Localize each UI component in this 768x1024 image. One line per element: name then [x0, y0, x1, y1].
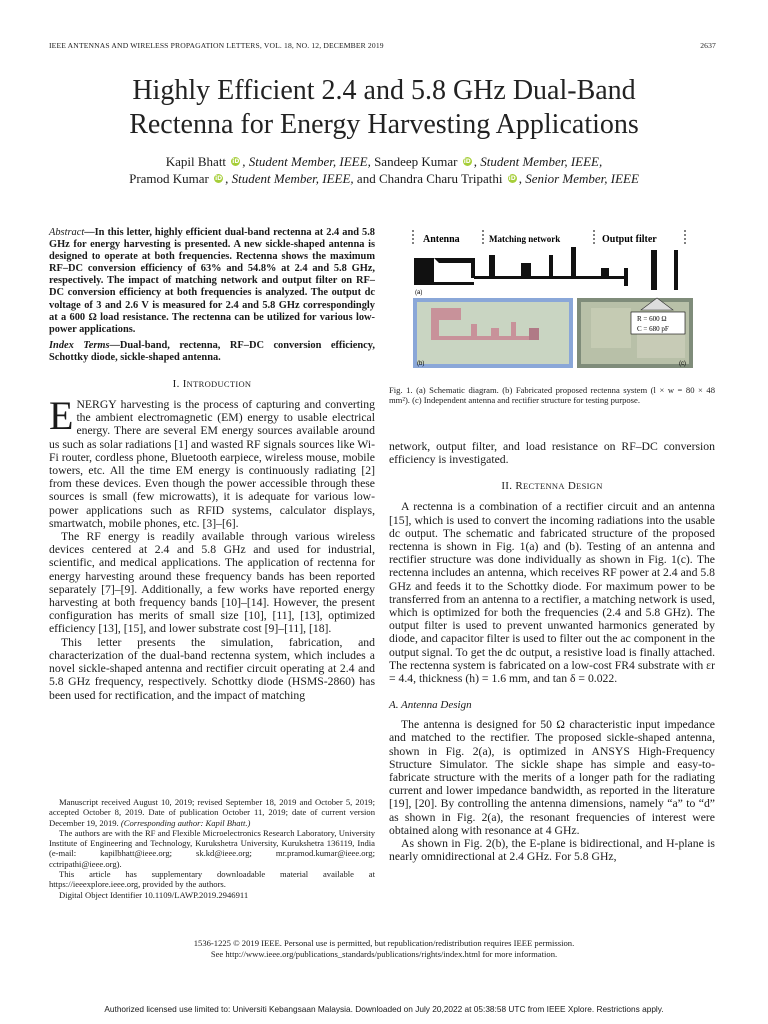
antenna-trace: [431, 308, 461, 320]
antenna-paragraph-2: As shown in Fig. 2(b), the E-plane is bidirectional, and H-plane is nearly omnidirectional at 2.4 GHz. For 5.8 GHz,: [389, 837, 715, 864]
matching-stub: [521, 263, 531, 277]
orcid-icon[interactable]: iD: [215, 175, 223, 182]
footnote-received: Manuscript received August 10, 2019; revised September 18, 2019 and October 5, 2019; accepted October 8, 2019. Date of publication October 11, 2019; date of current version December 19, 2019. (Corresponding author: Kapil Bhatt.): [49, 797, 375, 828]
matching-stub: [489, 255, 495, 277]
abstract-text: —In this letter, highly efficient dual-band rectenna at 2.4 and 5.8 GHz for energy harvesting is presented. A new sickle-shaped antenna is designed to operate at both frequencies. Rectenna shows the maximum RF–DC conversion efficiency of 63% and 54.8% at 2.4 and 5.8 GHz, respectively. The impact of matching network and output filter on RF–DC conversion efficiency at both frequencies is analyzed. The output dc voltage of 3 and 2.6 V is measured for 2.4 and 5.8 GHz correspondingly at a 600 Ω load resistance. The rectenna can be utilized for various low-power applications.: [49, 227, 375, 335]
title-line-2: Rectenna for Energy Harvesting Applications: [129, 109, 639, 140]
author-line-1: Kapil Bhatt iD , Student Member, IEEE, Sandeep Kumar iD , Student Member, IEEE,: [165, 154, 603, 169]
capacitor-label: C = 680 pF: [637, 325, 669, 333]
intro-paragraph-3: This letter presents the simulation, fabrication, and characterization of the dual-band rectenna system, which includes a novel sickle-shaped antenna and rectifier circuit operating at 2.4 and 5.8 GHz frequency, respectively. Schottky diode (HSMS-2860) has been used for rectification, and the impact of matching: [49, 635, 375, 702]
figure-1: [411, 228, 694, 370]
copyright-notice: [60, 938, 708, 960]
author-name: Kapil Bhatt: [165, 154, 227, 169]
intro-continuation: network, output filter, and load resistance on RF–DC conversion efficiency is investigated.: [389, 440, 715, 467]
index-terms-text: —Dual-band, rectenna, RF–DC conversion efficiency, Schottky diode, sickle-shaped antenna.: [49, 339, 375, 363]
author-role: Student Member, IEEE,: [231, 171, 354, 186]
label-output-filter: Output filter: [602, 234, 657, 245]
author-name: and Chandra Charu Tripathi: [356, 171, 503, 186]
authorized-use-banner: Authorized licensed use limited to: Universiti Kebangsaan Malaysia. Downloaded on July 20,2022 at 05:38:58 UTC from IEEE Xplore. Restrictions apply.: [104, 1004, 664, 1014]
copyright-line-1: 1536-1225 © 2019 IEEE. Personal use is permitted, but republication/redistribution requires IEEE permission.: [193, 938, 575, 948]
subsection-antenna-design: A. Antenna Design: [389, 699, 472, 712]
output-filter-stub: [651, 250, 657, 290]
subfigure-label-a: (a): [415, 290, 423, 296]
left-column: [49, 227, 375, 702]
running-header: [49, 41, 716, 53]
journal-name: IEEE ANTENNAS AND WIRELESS PROPAGATION LETTERS, VOL. 18, NO. 12, DECEMBER 2019: [49, 41, 384, 50]
title-line-1: Highly Efficient 2.4 and 5.8 GHz Dual-Band: [132, 75, 636, 106]
intro-paragraph-1: ENERGY harvesting is the process of capturing and converting the ambient electromagnetic (EM) energy to usable electrical energy. There are several EM energy sources available around us such as solar radiations [1] and wasted RF signals sources like Wi-Fi router, cordless phone, Bluetooth earpiece, wireless mouse, mobile towers, etc. All the time EM energy is continuously radiating [2] from these devices. Even though the power accessible through these sources is small (few microwatts), it is adequate for various low-power applications such as RFID systems, calculator displays, smartwatch, mobile phones, etc. [3]–[6].: [49, 393, 375, 530]
index-terms: [49, 340, 375, 364]
section-heading-introduction: I. INTRODUCTION: [172, 378, 252, 391]
figure-1-schematic: [411, 228, 694, 370]
footnotes: [49, 797, 375, 900]
antenna-sickle-shape: [434, 258, 473, 263]
author-line-2: Pramod Kumar iD , Student Member, IEEE, and Chandra Charu Tripathi iD , Senior Member, IEEE: [129, 171, 639, 186]
author-name: Sandeep Kumar: [374, 154, 458, 169]
copyright-line-2: See http://www.ieee.org/publications_standards/publications/rights/index.html for more information.: [210, 949, 558, 959]
page-number: 2637: [700, 41, 716, 50]
figure-1-caption: Fig. 1. (a) Schematic diagram. (b) Fabricated proposed rectenna system (l × w = 80 × 48 mm²). (c) Independent antenna and rectifier structure for testing purpose.: [389, 385, 715, 406]
footnote-doi: Digital Object Identifier 10.1109/LAWP.2019.2946911: [59, 889, 249, 900]
rectenna-paragraph: A rectenna is a combination of a rectifier circuit and an antenna [15], which is used to convert the incoming radiations into the usable dc output. The schematic and fabricated structure of the proposed rectenna is shown in Fig. 1(a) and (b). Testing of an antenna and rectifier structure was done individually as shown in Fig. 1(c). The rectenna includes an antenna, which receives RF power at 2.4 and 5.8 GHz and feeds it to the Schottky diode. For maximum power to be transferred from an antenna to a rectifier, a matching network is used, which is optimized for both the frequencies (2.4 and 5.8 GHz). The output filter is used to prevent unwanted harmonics generated by diode, and capacitor filter is used to filter out the ac component in the output signal. To get the dc output, a resistive load is finally attached. The rectenna system is fabricated on a low-cost FR4 substrate with εr = 4.4, thickness (h) = 1.6 mm, and tan δ = 0.022.: [389, 500, 715, 686]
author-role: Senior Member, IEEE: [525, 171, 639, 186]
diode-symbol: [601, 268, 609, 278]
orcid-icon[interactable]: iD: [463, 158, 471, 165]
label-antenna: Antenna: [423, 234, 460, 245]
right-column: [389, 440, 715, 863]
footnote-supplementary: This article has supplementary downloadable material available at https://ieeexplore.ieee.org, provided by the authors.: [49, 869, 375, 890]
section-heading-rectenna-design: II. RECTENNA DESIGN: [501, 480, 603, 493]
paper-title: [40, 74, 728, 142]
load-resistance-label: R = 600 Ω: [637, 315, 667, 323]
intro-paragraph-2: The RF energy is readily available through various wireless devices centered at 2.4 and 5.8 GHz and used for industrial, scientific, and medical applications. The application of rectenna for energy harvesting around these frequency bands has been reported separately [7]–[9]. Additionally, a few works have reported energy harvesting at both frequency bands [10]–[14]. However, the present configuration has merits of small size [10], [11], [13], optimized efficiency [13], [15], and lower substrate cost [9]–[11], [18].: [49, 530, 375, 636]
antenna-patch-shape: [414, 258, 434, 282]
antenna-paragraph-1: The antenna is designed for 50 Ω characteristic input impedance and matched to the rectifier. The proposed sickle-shaped antenna, shown in Fig. 2(a), is optimized in ANSYS High-Frequency Structure Simulator. The sickle shape has simple and easy-to-fabricate structure with the merits of a longer path for the radiating current and lower impedance bandwidth, as reported in the literature [19], [20]. By controlling the antenna dimensions, namely “a” to “d” as shown in Fig. 2(a), the resonant frequencies of interest were obtained along with resonance at 4 GHz.: [389, 718, 715, 837]
subfigure-label-c: (c): [679, 361, 686, 367]
footnote-affiliation: The authors are with the RF and Flexible Microelectronics Research Laboratory, University Institute of Engineering and Technology, Kurukshetra University, Kurukshetra 136119, India (e-mail: kapilbhatt@ieee.org; sk.kd@ieee.org; mr.pramod.kumar@ieee.org; cctripathi@ieee.org).: [49, 827, 375, 869]
drop-cap: E: [49, 393, 74, 439]
orcid-icon[interactable]: iD: [232, 158, 240, 165]
author-list: [40, 153, 728, 187]
index-terms-label: Index Terms: [49, 339, 110, 351]
abstract-label: Abstract: [49, 227, 85, 238]
label-matching-network: Matching network: [489, 234, 561, 244]
matching-stub: [549, 255, 553, 277]
author-role: Student Member, IEEE,: [248, 154, 371, 169]
subfigure-label-b: (b): [417, 361, 425, 367]
abstract: [49, 227, 375, 336]
orcid-icon[interactable]: iD: [508, 175, 516, 182]
matching-stub: [571, 247, 576, 277]
author-name: Pramod Kumar: [129, 171, 209, 186]
author-role: Student Member, IEEE,: [480, 154, 603, 169]
